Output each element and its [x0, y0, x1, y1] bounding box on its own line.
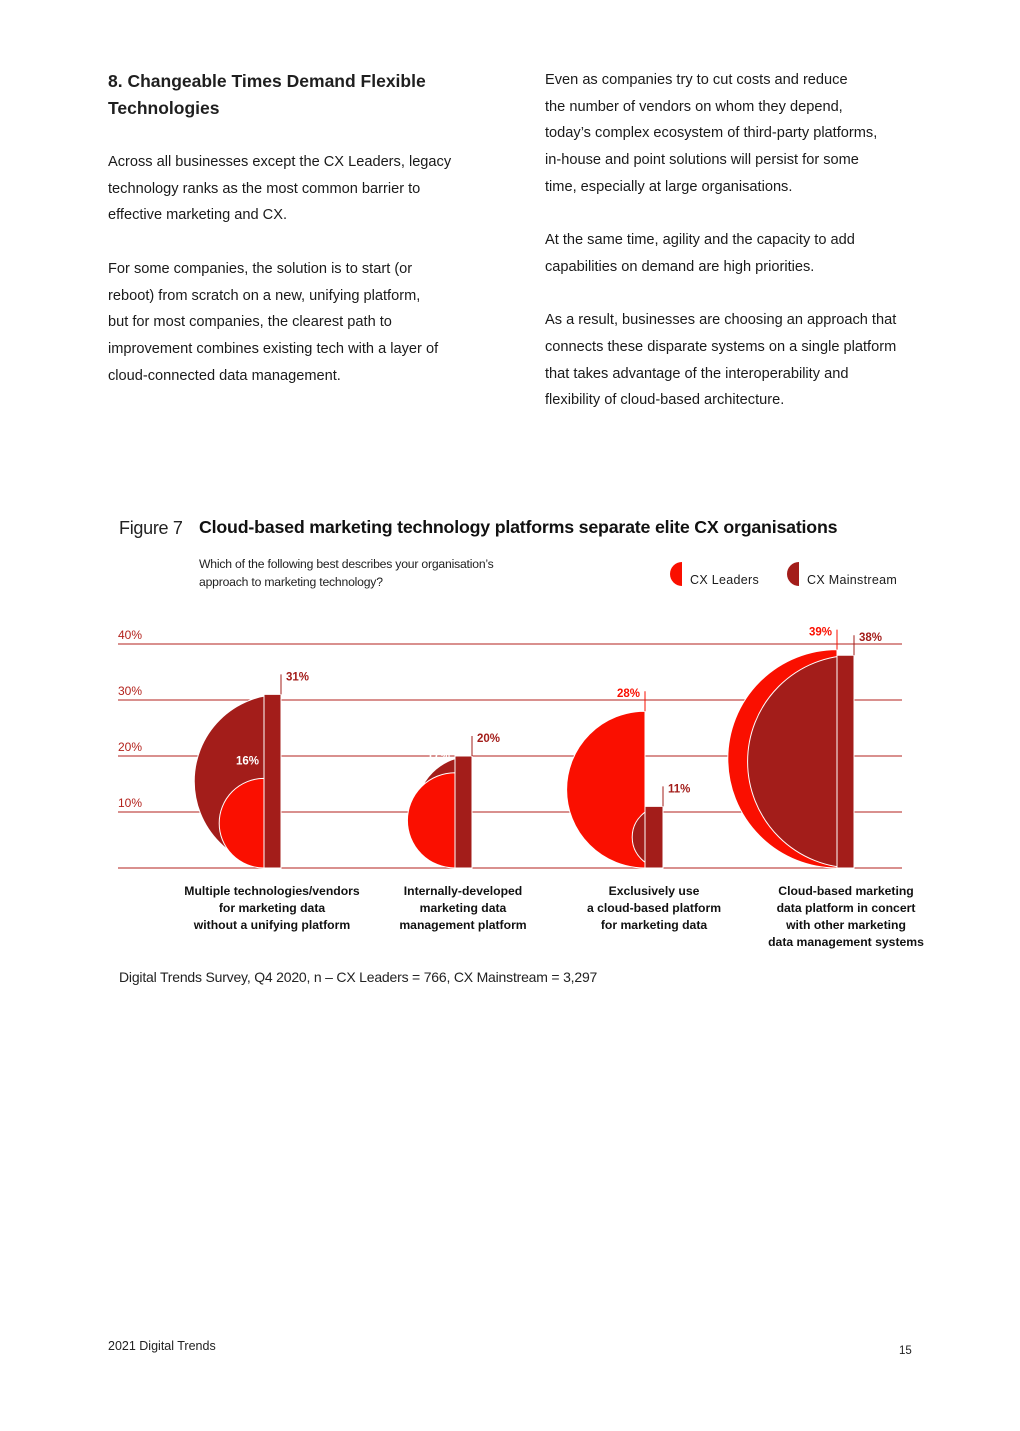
legend-swatch-cx-leaders — [670, 561, 684, 587]
right-column — [545, 67, 920, 414]
page-number: 15 — [899, 1345, 912, 1357]
right-paragraph-3: As a result, businesses are choosing an approach that connects these disparate systems on a single platform that takes advantage of the interoperability and flexibility of cloud-based architecture. — [545, 312, 897, 409]
category-label-3: Exclusively use a cloud-based platform for marketing data — [586, 884, 722, 932]
left-column — [108, 68, 480, 389]
left-paragraph-1: Across all businesses except the CX Leaders, legacy technology ranks as the most common barrier to effective marketing and CX. — [108, 154, 452, 224]
data-label-cx-mainstream: 38% — [859, 632, 883, 645]
bar-cx-mainstream-strip — [645, 806, 663, 868]
category-label-2: Internally-developed marketing data management platform — [399, 884, 527, 932]
legend-swatch-cx-mainstream — [787, 561, 801, 587]
data-label-cx-leaders: 28% — [616, 688, 640, 701]
data-label-cx-leaders: 17% — [426, 749, 450, 762]
legend-label-cx-mainstream: CX Mainstream — [807, 573, 898, 587]
data-label-cx-mainstream: 11% — [668, 783, 691, 796]
y-tick-label: 10% — [118, 796, 143, 810]
figure-label: Figure 7 — [119, 518, 183, 538]
data-label-cx-mainstream: 20% — [477, 733, 501, 745]
y-tick-label: 20% — [118, 740, 143, 754]
bar-cx-mainstream-strip — [264, 694, 281, 868]
data-label-cx-leaders: 16% — [235, 755, 259, 768]
right-paragraph-1: Even as companies try to cut costs and reduce the number of vendors on whom they depend, today’s complex ecosystem of third-party platforms, in-house and point solutions will persist for some time, especially at large organisations. — [545, 72, 878, 195]
y-tick-label: 30% — [118, 684, 143, 698]
half-circle-chart — [110, 620, 910, 880]
bar-cx-leaders-half-circle — [407, 773, 455, 868]
legend-label-cx-leaders: CX Leaders — [690, 573, 760, 587]
data-label-cx-mainstream: 31% — [286, 671, 310, 684]
y-tick-label: 40% — [118, 628, 143, 642]
figure-title: Cloud-based marketing technology platforms separate elite CX organisations — [199, 517, 838, 537]
category-label-4: Cloud-based marketing data platform in concert with other marketing data management systems — [768, 884, 924, 949]
data-label-cx-leaders: 39% — [808, 626, 832, 639]
section-heading: 8. Changeable Times Demand Flexible Technologies — [108, 71, 426, 118]
category-label-1: Multiple technologies/vendors for marketing data without a unifying platform — [184, 884, 360, 932]
bar-cx-mainstream-strip — [837, 655, 854, 868]
figure-question: Which of the following best describes your organisation’s approach to marketing technology? — [199, 557, 494, 589]
left-paragraph-2: For some companies, the solution is to start (or reboot) from scratch on a new, unifying platform, but for most companies, the clearest path to improvement combines existing tech with a layer of cloud-connected data management. — [108, 260, 439, 384]
figure-source-note: Digital Trends Survey, Q4 2020, n – CX Leaders = 766, CX Mainstream = 3,297 — [119, 969, 598, 985]
bar-cx-mainstream-strip — [455, 756, 472, 868]
right-paragraph-2: At the same time, agility and the capacity to add capabilities on demand are high priorities. — [545, 232, 855, 275]
footer-title: 2021 Digital Trends — [108, 1339, 216, 1353]
